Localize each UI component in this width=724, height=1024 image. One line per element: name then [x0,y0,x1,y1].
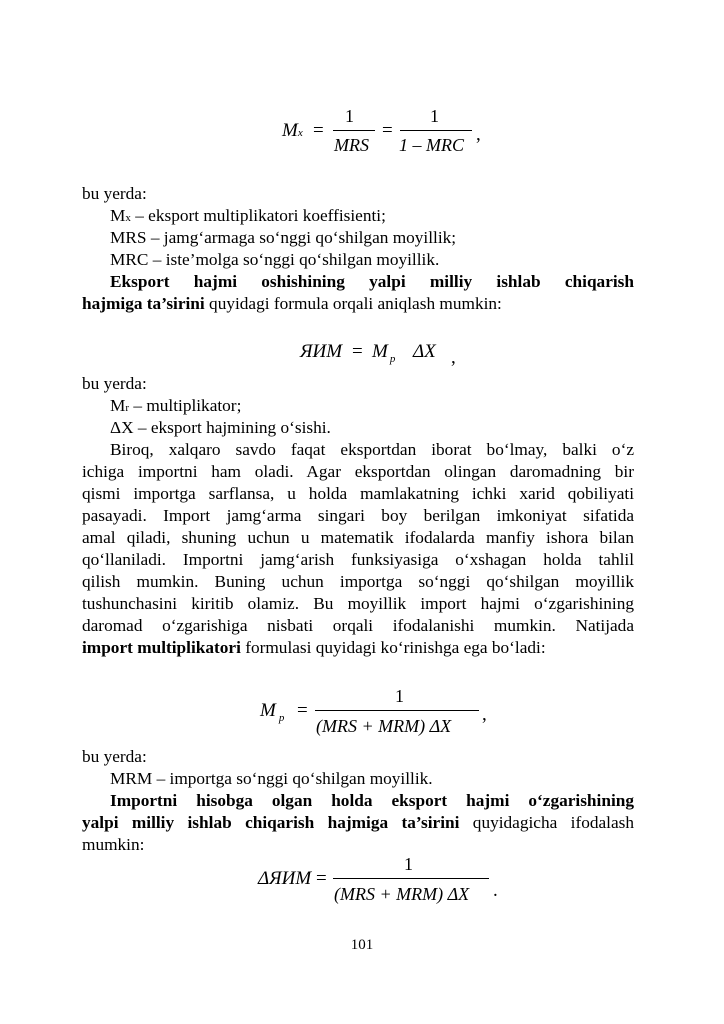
formula1-equals: = [313,120,324,141]
para3-line2: yalpi milliy ishlab chiqarish hajmiga ta’sirini quyidagicha ifodalash [82,813,634,832]
block1-intro: bu yerda: [82,184,147,203]
para2-line: tushunchasini kiritib olamiz. Bu moyillik import hajmi o‘zgarishining [82,594,634,613]
formula3-equals: = [297,700,308,721]
formula2-delta-x: ΔX [413,341,436,362]
formula2-lhs: ЯИМ [300,341,343,362]
formula1-fraction-bar1 [333,130,375,131]
block3-intro: bu yerda: [82,747,147,766]
formula3-comma: , [482,704,487,725]
formula1-equals2: = [382,120,393,141]
formula1-lhs: Mx [282,120,303,141]
formula4-lhs: ΔЯИМ [258,868,312,889]
formula3-lhs: M $_p$ [260,700,285,724]
definition-mrm: MRM – importga so‘nggi qo‘shilgan moyillik. [110,769,433,788]
formula2-equals: = [352,341,363,362]
para1-line2: hajmiga ta’sirini quyidagi formula orqali aniqlash mumkin: [82,294,502,313]
para2-line: daromad o‘zgarishiga nisbati orqali ifodalanishi mumkin. Natijada [82,616,634,635]
formula2-multiplier: M $_p$ [372,341,396,365]
formula4-numerator: 1 [404,854,413,874]
para2-line: Biroq, xalqaro savdo faqat eksportdan iborat bo‘lmay, balki o‘z [110,440,634,459]
formula3-fraction-bar [315,710,479,711]
para1-line1: Eksport hajmi oshishining yalpi milliy ishlab chiqarish [110,272,634,291]
para3-line1: Importni hisobga olgan holda eksport hajmi o‘zgarishining [110,791,634,810]
para2-line: qilish mumkin. Buning uchun importga so‘nggi qo‘shilgan moyillik [82,572,634,591]
formula4-equals: = [316,868,327,889]
para2-line: qismi importga sarflansa, u holda mamlakatning ichki xarid qobiliyati [82,484,634,503]
para3-line3: mumkin: [82,835,145,854]
formula1-numerator2: 1 [430,106,439,126]
formula3-denominator: (MRS + MRM) ΔX [316,716,452,736]
formula4-denominator: (MRS + MRM) ΔX [334,884,470,904]
definition-mrc: MRC – iste’molga so‘nggi qo‘shilgan moyillik. [110,250,440,269]
formula1-denominator2: 1 – MRC [399,135,464,155]
formula2-comma: , [451,347,456,368]
formula1-comma: , [476,124,481,145]
formula1-numerator1: 1 [345,106,354,126]
formula3-numerator: 1 [395,686,404,706]
definition-mr: Mr – multiplikator; [110,396,242,415]
formula1-denominator1: MRS [334,135,369,155]
para2-line: amal qiladi, shuning uchun u matematik ifodalarda manfiy ishora bilan [82,528,634,547]
definition-delta-x: ΔX – eksport hajmining o‘sishi. [110,418,331,437]
formula1-fraction-bar2 [400,130,472,131]
definition-mrs: MRS – jamg‘armaga so‘nggi qo‘shilgan moyillik; [110,228,457,247]
para2-line: ichiga importni ham oladi. Agar eksportdan olingan daromadning bir [82,462,634,481]
definition-mx: Mx – eksport multiplikatori koeffisienti; [110,206,386,225]
para2-line: pasayadi. Import jamg‘arma singari boy berilgan imkoniyat sifatida [82,506,634,525]
formula4-fraction-bar [333,878,489,879]
formula4-period: . [493,880,498,901]
para2-last-line: import multiplikatori formulasi quyidagi ko‘rinishga ega bo‘ladi: [82,638,546,657]
page-number: 101 [350,937,374,953]
block2-intro: bu yerda: [82,374,147,393]
para2-line: qo‘llaniladi. Importni jamg‘arish funksiyasiga o‘xshagan holda tahlil [82,550,634,569]
